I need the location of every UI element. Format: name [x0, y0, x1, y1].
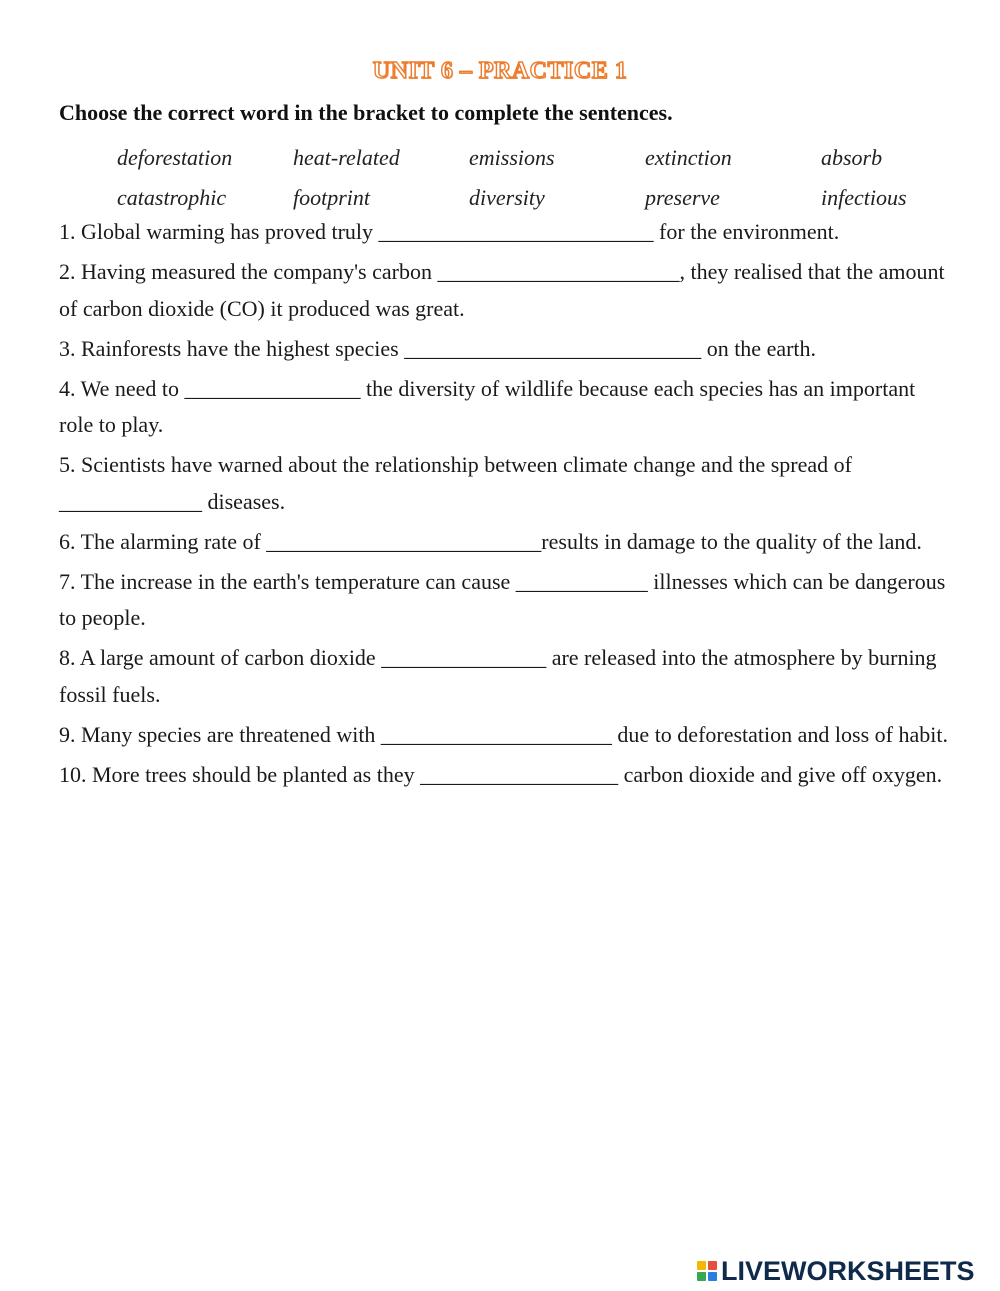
word-bank-item: diversity: [469, 185, 545, 210]
question-9[interactable]: 9. Many species are threatened with _____________________ due to deforestation and loss of habit.: [59, 721, 948, 747]
question-3[interactable]: 3. Rainforests have the highest species ___________________________ on the earth.: [59, 335, 817, 361]
question-10[interactable]: 10. More trees should be planted as they __________________ carbon dioxide and give off oxygen.: [59, 761, 943, 787]
logo-text: LIVEWORKSHEETS: [721, 1255, 975, 1286]
worksheet-title: UNIT 6 – PRACTICE 1: [372, 58, 628, 84]
question-2[interactable]: 2. Having measured the company's carbon ______________________, they realised that the amount of carbon dioxide (CO) it produced was great.: [59, 259, 951, 321]
logo-mark-icon: [697, 1261, 717, 1281]
logo-square: [708, 1261, 717, 1270]
question-8[interactable]: 8. A large amount of carbon dioxide _______________ are released into the atmosphere by burning fossil fuels.: [59, 645, 943, 707]
logo-square: [697, 1261, 706, 1270]
word-bank: [117, 138, 967, 218]
question-5[interactable]: 5. Scientists have warned about the relationship between climate change and the spread of _____________ diseases.: [59, 452, 858, 514]
question-6[interactable]: 6. The alarming rate of _________________________results in damage to the quality of the land.: [59, 528, 922, 554]
question-4[interactable]: 4. We need to ________________ the diversity of wildlife because each species has an important role to play.: [59, 375, 921, 437]
word-bank-item: absorb: [821, 145, 883, 170]
word-bank-item: footprint: [293, 185, 371, 210]
word-bank-item: emissions: [469, 145, 555, 170]
word-bank-row-2: [117, 178, 967, 218]
word-bank-item: deforestation: [117, 145, 233, 170]
word-bank-item: catastrophic: [117, 185, 227, 210]
question-list: [59, 214, 949, 797]
word-bank-row-1: [117, 138, 967, 178]
question-7[interactable]: 7. The increase in the earth's temperature can cause ____________ illnesses which can be dangerous to people.: [59, 568, 951, 630]
logo-square: [697, 1272, 706, 1281]
liveworksheets-logo: [697, 1256, 975, 1286]
word-bank-item: infectious: [821, 185, 907, 210]
word-bank-item: extinction: [645, 145, 732, 170]
logo-square: [708, 1272, 717, 1281]
word-bank-item: preserve: [645, 185, 720, 210]
instruction-text: Choose the correct word in the bracket to complete the sentences.: [59, 100, 673, 125]
word-bank-item: heat-related: [293, 145, 400, 170]
question-1[interactable]: 1. Global warming has proved truly _________________________ for the environment.: [59, 219, 840, 244]
